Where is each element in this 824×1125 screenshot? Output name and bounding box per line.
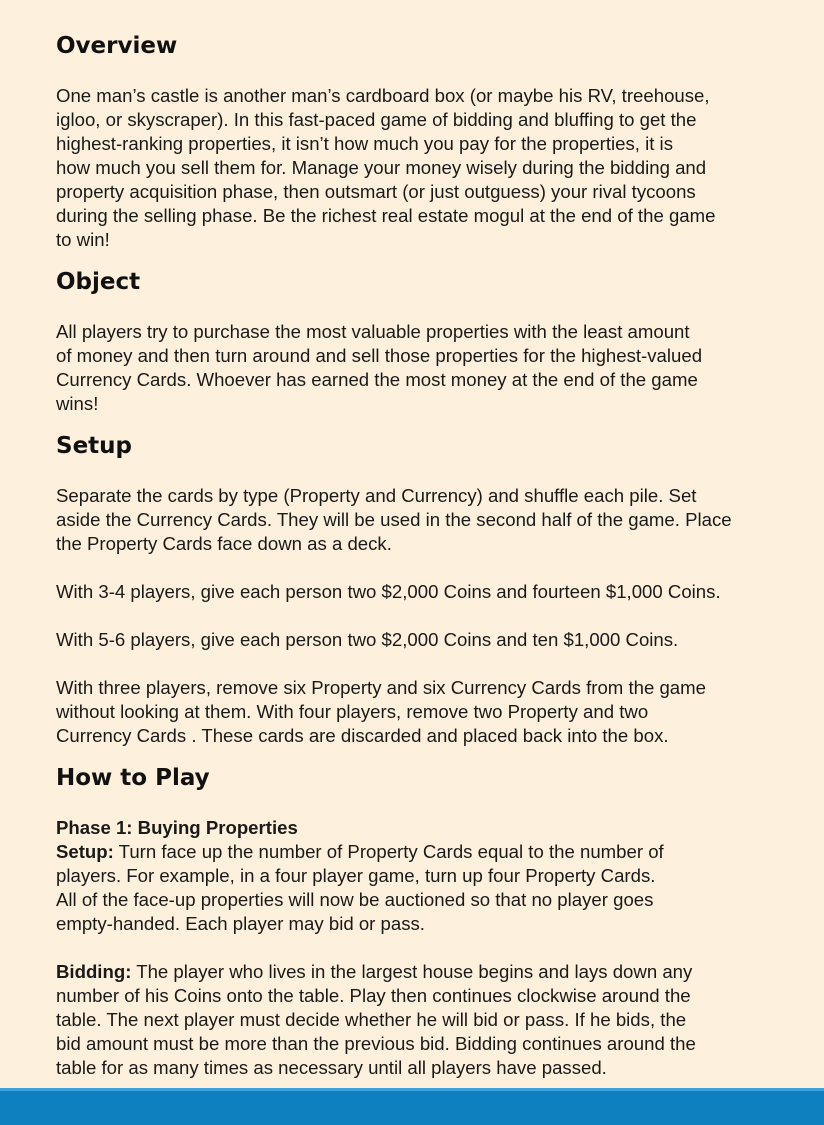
text-line: to win! xyxy=(56,229,110,250)
setup-paragraph-4 xyxy=(56,676,780,748)
text-line xyxy=(56,840,780,864)
setup-paragraph-1 xyxy=(56,484,780,556)
text-run: Turn face up the number of Property Cards equal to the number of xyxy=(113,841,664,862)
how-to-play-heading: How to Play xyxy=(56,765,210,791)
text-line: Separate the cards by type (Property and Currency) and shuffle each pile. Set xyxy=(56,485,697,506)
text-line: One man’s castle is another man’s cardboard box (or maybe his RV, treehouse, xyxy=(56,85,710,106)
setup-heading: Setup xyxy=(56,433,132,459)
text-run: The player who lives in the largest house begins and lays down any xyxy=(131,961,693,982)
text-line: bid amount must be more than the previous bid. Bidding continues around the xyxy=(56,1033,696,1054)
text-line: players. For example, in a four player game, turn up four Property Cards. xyxy=(56,865,656,886)
phase1-title: Phase 1: Buying Properties xyxy=(56,817,298,838)
text-line: highest-ranking properties, it isn’t how much you pay for the properties, it is xyxy=(56,133,673,154)
bidding-paragraph xyxy=(56,960,780,1080)
text-line: Currency Cards. Whoever has earned the most money at the end of the game xyxy=(56,369,698,390)
object-heading: Object xyxy=(56,269,141,295)
setup-paragraph-3: With 5-6 players, give each person two $2,000 Coins and ten $1,000 Coins. xyxy=(56,629,679,650)
text-line: number of his Coins onto the table. Play then continues clockwise around the xyxy=(56,985,691,1006)
text-line: the Property Cards face down as a deck. xyxy=(56,533,392,554)
phase1-paragraph xyxy=(56,816,780,936)
text-line: All of the face-up properties will now be auctioned so that no player goes xyxy=(56,889,654,910)
text-line: With three players, remove six Property and six Currency Cards from the game xyxy=(56,677,706,698)
overview-heading: Overview xyxy=(56,33,178,59)
text-line: igloo, or skyscraper). In this fast-paced game of bidding and bluffing to get the xyxy=(56,109,697,130)
text-line: how much you sell them for. Manage your money wisely during the bidding and xyxy=(56,157,707,178)
text-line: property acquisition phase, then outsmart (or just outguess) your rival tycoons xyxy=(56,181,696,202)
overview-paragraph xyxy=(56,84,780,252)
footer-bar xyxy=(0,1088,824,1125)
bidding-label: Bidding: xyxy=(56,961,132,982)
rules-page xyxy=(56,30,780,1080)
setup-paragraph-2: With 3-4 players, give each person two $2,000 Coins and fourteen $1,000 Coins. xyxy=(56,581,721,602)
text-line: Currency Cards . These cards are discarded and placed back into the box. xyxy=(56,725,669,746)
text-line: without looking at them. With four players, remove two Property and two xyxy=(56,701,649,722)
text-line: during the selling phase. Be the richest real estate mogul at the end of the game xyxy=(56,205,716,226)
text-line: of money and then turn around and sell those properties for the highest-valued xyxy=(56,345,703,366)
setup-label: Setup: xyxy=(56,841,114,862)
text-line: wins! xyxy=(56,393,99,414)
object-paragraph xyxy=(56,320,780,416)
text-line: table. The next player must decide whether he will bid or pass. If he bids, the xyxy=(56,1009,687,1030)
text-line: empty-handed. Each player may bid or pass. xyxy=(56,913,425,934)
text-line: aside the Currency Cards. They will be used in the second half of the game. Place xyxy=(56,509,732,530)
text-line: table for as many times as necessary until all players have passed. xyxy=(56,1057,607,1078)
text-line xyxy=(56,960,780,984)
text-line: All players try to purchase the most valuable properties with the least amount xyxy=(56,321,690,342)
